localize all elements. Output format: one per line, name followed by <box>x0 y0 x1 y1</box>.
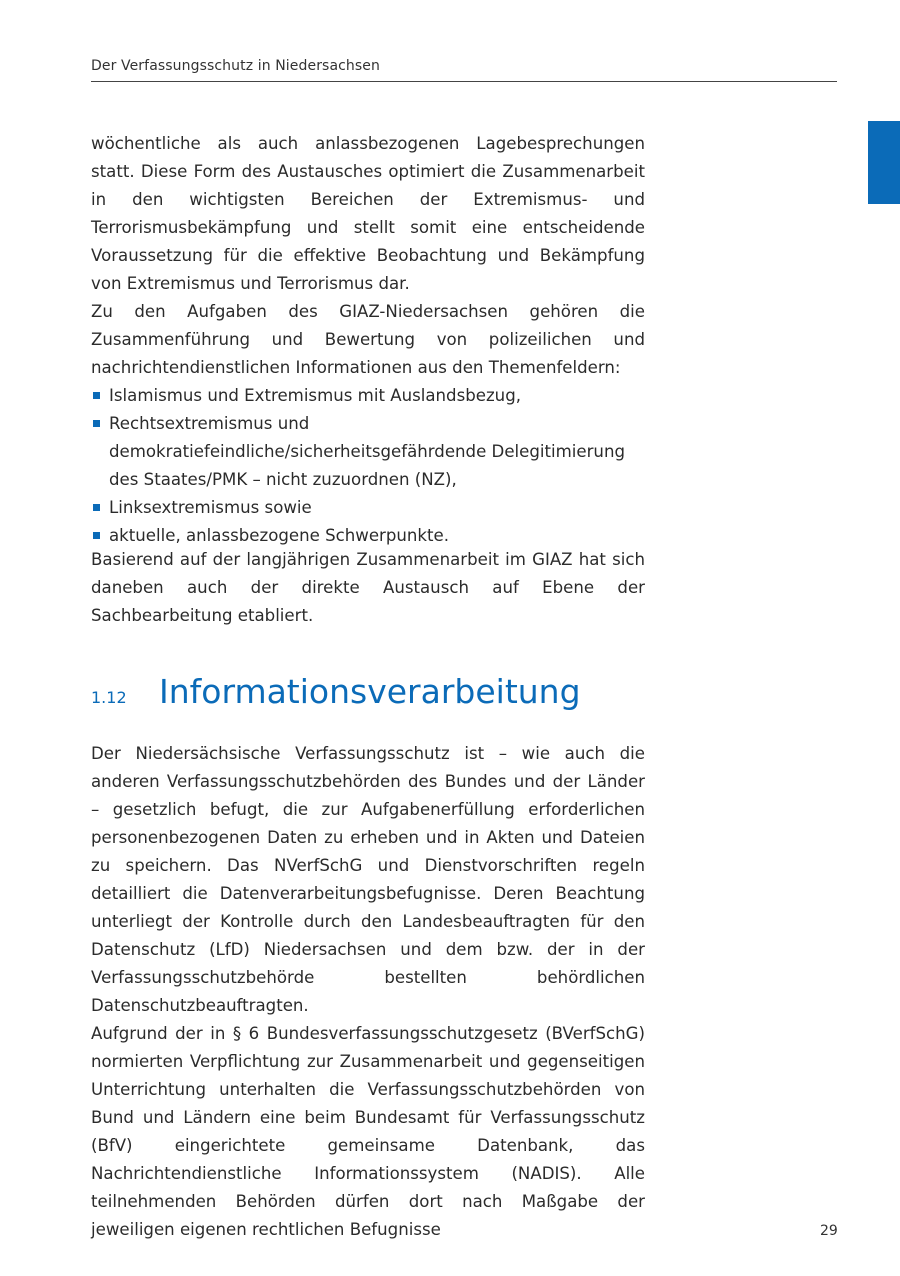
paragraph: Aufgrund der in § 6 Bundesverfassungsschutzgesetz (BVerfSchG) normierten Verpflichtung zur Zusammenarbeit und gegenseitigen Unterrichtung unterhalten die Verfassungsschutzbehörden von Bund und Ländern eine beim Bundesamt für Verfassungsschutz (BfV) eingerichtete gemeinsame Datenbank, das Nachrichtendienstliche Informationssystem (NADIS). Alle teilnehmenden Behörden dürfen dort nach Maßgabe der jeweiligen eigenen rechtlichen Befugnisse <box>91 1024 645 1239</box>
page-number: 29 <box>820 1223 838 1239</box>
bullet-square-icon <box>93 392 100 399</box>
header-rule <box>91 81 837 82</box>
list-item-text: Islamismus und Extremismus mit Auslandsbezug, <box>109 386 521 405</box>
topic-list <box>91 382 645 550</box>
bullet-square-icon <box>93 504 100 511</box>
list-item-text: aktuelle, anlassbezogene Schwerpunkte. <box>109 526 450 545</box>
paragraph: Der Niedersächsische Verfassungsschutz ist – wie auch die anderen Verfassungsschutzbehörden des Bundes und der Länder – gesetzlich befugt, die zur Aufgabenerfüllung erforderlichen personenbezogenen Daten zu erheben und in Akten und Dateien zu speichern. Das NVerfSchG und Dienstvorschriften regeln detailliert die Datenverarbeitungsbefugnisse. Deren Beachtung unterliegt der Kontrolle durch den Landesbeauftragten für den Datenschutz (LfD) Niedersachsen und dem bzw. der in der Verfassungsschutzbehörde bestellten behördlichen Datenschutzbeauftragten. <box>91 744 645 1015</box>
list-item <box>91 494 645 522</box>
list-item-text: Linksextremismus sowie <box>109 498 312 517</box>
list-item <box>91 410 645 494</box>
chapter-side-tab <box>868 121 900 204</box>
list-item-text: Rechtsextremismus und demokratiefeindliche/sicherheitsgefährdende Delegitimierung des Staates/PMK – nicht zuzuordnen (NZ), <box>109 414 625 489</box>
text-block-giaz <box>91 130 645 550</box>
section-title: Informationsverarbeitung <box>159 672 581 711</box>
list-item <box>91 382 645 410</box>
running-header: Der Verfassungsschutz in Niedersachsen <box>91 58 380 74</box>
text-block-cooperation <box>91 546 645 630</box>
section-number: 1.12 <box>91 688 127 707</box>
paragraph: Zu den Aufgaben des GIAZ-Niedersachsen gehören die Zusammenführung und Bewertung von polizeilichen und nachrichtendienstlichen Informationen aus den Themenfeldern: <box>91 302 645 377</box>
text-block-information-processing <box>91 740 645 1244</box>
paragraph: Basierend auf der langjährigen Zusammenarbeit im GIAZ hat sich daneben auch der direkte Austausch auf Ebene der Sachbearbeitung etabliert. <box>91 550 645 625</box>
bullet-square-icon <box>93 532 100 539</box>
bullet-square-icon <box>93 420 100 427</box>
paragraph: wöchentliche als auch anlassbezogenen Lagebesprechungen statt. Diese Form des Austausches optimiert die Zusammenarbeit in den wichtigsten Bereichen der Extremismus- und Terrorismusbekämpfung und stellt somit eine entscheidende Voraussetzung für die effektive Beobachtung und Bekämpfung von Extremismus und Terrorismus dar. <box>91 134 645 293</box>
